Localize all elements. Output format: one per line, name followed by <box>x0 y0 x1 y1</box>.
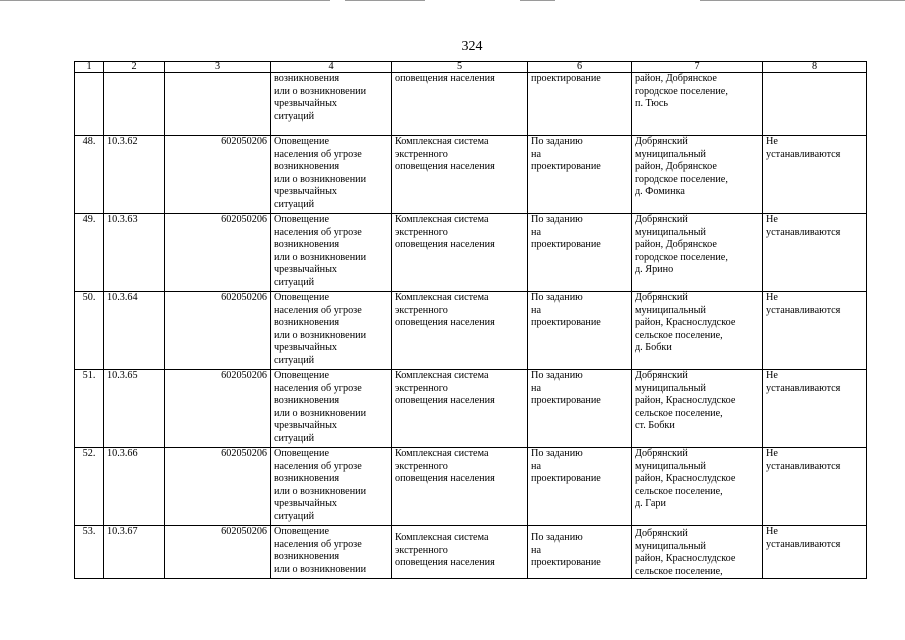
row-number-cell: 53. <box>75 526 104 579</box>
object-purpose-cell: Оповещение населения об угрозе возникновения или о возникновении чрезвычайных ситуаций <box>271 292 392 370</box>
row-number-cell: 49. <box>75 214 104 292</box>
column-number: 6 <box>528 62 632 73</box>
object-code-cell: 10.3.64 <box>104 292 165 370</box>
object-characteristics-cell: По заданию на проектирование <box>528 136 632 214</box>
zone-characteristics-cell: Не устанавливаются <box>763 526 867 579</box>
table-row <box>75 370 867 448</box>
zone-characteristics-cell: Не устанавливаются <box>763 448 867 526</box>
object-characteristics-cell: проектирование <box>528 73 632 136</box>
object-purpose-cell: Оповещение населения об угрозе возникновения или о возникновении чрезвычайных ситуаций <box>271 370 392 448</box>
zone-characteristics-cell: Не устанавливаются <box>763 292 867 370</box>
object-name-cell: Комплексная система экстренного оповещения населения <box>392 214 528 292</box>
zone-characteristics-cell: Не устанавливаются <box>763 370 867 448</box>
object-purpose-cell: возникновения или о возникновении чрезвычайных ситуаций <box>271 73 392 136</box>
oktmo-code-cell: 602050206 <box>165 526 271 579</box>
column-number: 2 <box>104 62 165 73</box>
oktmo-code-cell <box>165 73 271 136</box>
object-code-cell: 10.3.65 <box>104 370 165 448</box>
row-number-cell: 50. <box>75 292 104 370</box>
object-name-cell: Комплексная система экстренного оповещения населения <box>392 370 528 448</box>
table-row <box>75 136 867 214</box>
object-location-cell: Добрянский муниципальный район, Краснослудское сельское поселение, д. Гари <box>632 448 763 526</box>
row-number-cell: 52. <box>75 448 104 526</box>
table-row <box>75 448 867 526</box>
object-name-cell: Комплексная система экстренного оповещения населения <box>392 526 528 579</box>
object-code-cell: 10.3.67 <box>104 526 165 579</box>
object-code-cell: 10.3.62 <box>104 136 165 214</box>
object-name-cell: Комплексная система экстренного оповещения населения <box>392 136 528 214</box>
oktmo-code-cell: 602050206 <box>165 136 271 214</box>
object-purpose-cell: Оповещение населения об угрозе возникновения или о возникновении чрезвычайных ситуаций <box>271 136 392 214</box>
object-purpose-cell: Оповещение населения об угрозе возникновения или о возникновении чрезвычайных ситуаций <box>271 448 392 526</box>
column-number: 8 <box>763 62 867 73</box>
object-location-cell: Добрянский муниципальный район, Краснослудское сельское поселение, <box>632 526 763 579</box>
table-body <box>75 73 867 579</box>
object-code-cell: 10.3.66 <box>104 448 165 526</box>
object-characteristics-cell: По заданию на проектирование <box>528 526 632 579</box>
object-name-cell: оповещения населения <box>392 73 528 136</box>
column-number: 1 <box>75 62 104 73</box>
object-characteristics-cell: По заданию на проектирование <box>528 292 632 370</box>
row-number-cell: 48. <box>75 136 104 214</box>
object-location-cell: Добрянский муниципальный район, Добрянское городское поселение, д. Ярино <box>632 214 763 292</box>
page-number: 324 <box>461 39 483 54</box>
zone-characteristics-cell: Не устанавливаются <box>763 214 867 292</box>
oktmo-code-cell: 602050206 <box>165 370 271 448</box>
register-table <box>74 61 867 579</box>
oktmo-code-cell: 602050206 <box>165 292 271 370</box>
table-row <box>75 292 867 370</box>
object-characteristics-cell: По заданию на проектирование <box>528 370 632 448</box>
object-purpose-cell: Оповещение населения об угрозе возникновения или о возникновении <box>271 526 392 579</box>
object-characteristics-cell: По заданию на проектирование <box>528 214 632 292</box>
object-location-cell: Добрянский муниципальный район, Краснослудское сельское поселение, д. Бобки <box>632 292 763 370</box>
column-number: 7 <box>632 62 763 73</box>
column-number: 4 <box>271 62 392 73</box>
object-purpose-cell: Оповещение населения об угрозе возникновения или о возникновении чрезвычайных ситуаций <box>271 214 392 292</box>
row-number-cell: 51. <box>75 370 104 448</box>
column-number-row <box>75 62 867 73</box>
row-number-cell <box>75 73 104 136</box>
object-name-cell: Комплексная система экстренного оповещения населения <box>392 448 528 526</box>
oktmo-code-cell: 602050206 <box>165 448 271 526</box>
zone-characteristics-cell <box>763 73 867 136</box>
oktmo-code-cell: 602050206 <box>165 214 271 292</box>
object-code-cell: 10.3.63 <box>104 214 165 292</box>
scan-top-edge <box>0 0 905 2</box>
object-location-cell: район, Добрянское городское поселение, п. Тюсь <box>632 73 763 136</box>
column-number: 3 <box>165 62 271 73</box>
object-name-cell: Комплексная система экстренного оповещения населения <box>392 292 528 370</box>
object-location-cell: Добрянский муниципальный район, Добрянское городское поселение, д. Фоминка <box>632 136 763 214</box>
table-row <box>75 526 867 579</box>
zone-characteristics-cell: Не устанавливаются <box>763 136 867 214</box>
object-code-cell <box>104 73 165 136</box>
column-number: 5 <box>392 62 528 73</box>
table-row <box>75 214 867 292</box>
object-location-cell: Добрянский муниципальный район, Краснослудское сельское поселение, ст. Бобки <box>632 370 763 448</box>
table-row <box>75 73 867 136</box>
object-characteristics-cell: По заданию на проектирование <box>528 448 632 526</box>
